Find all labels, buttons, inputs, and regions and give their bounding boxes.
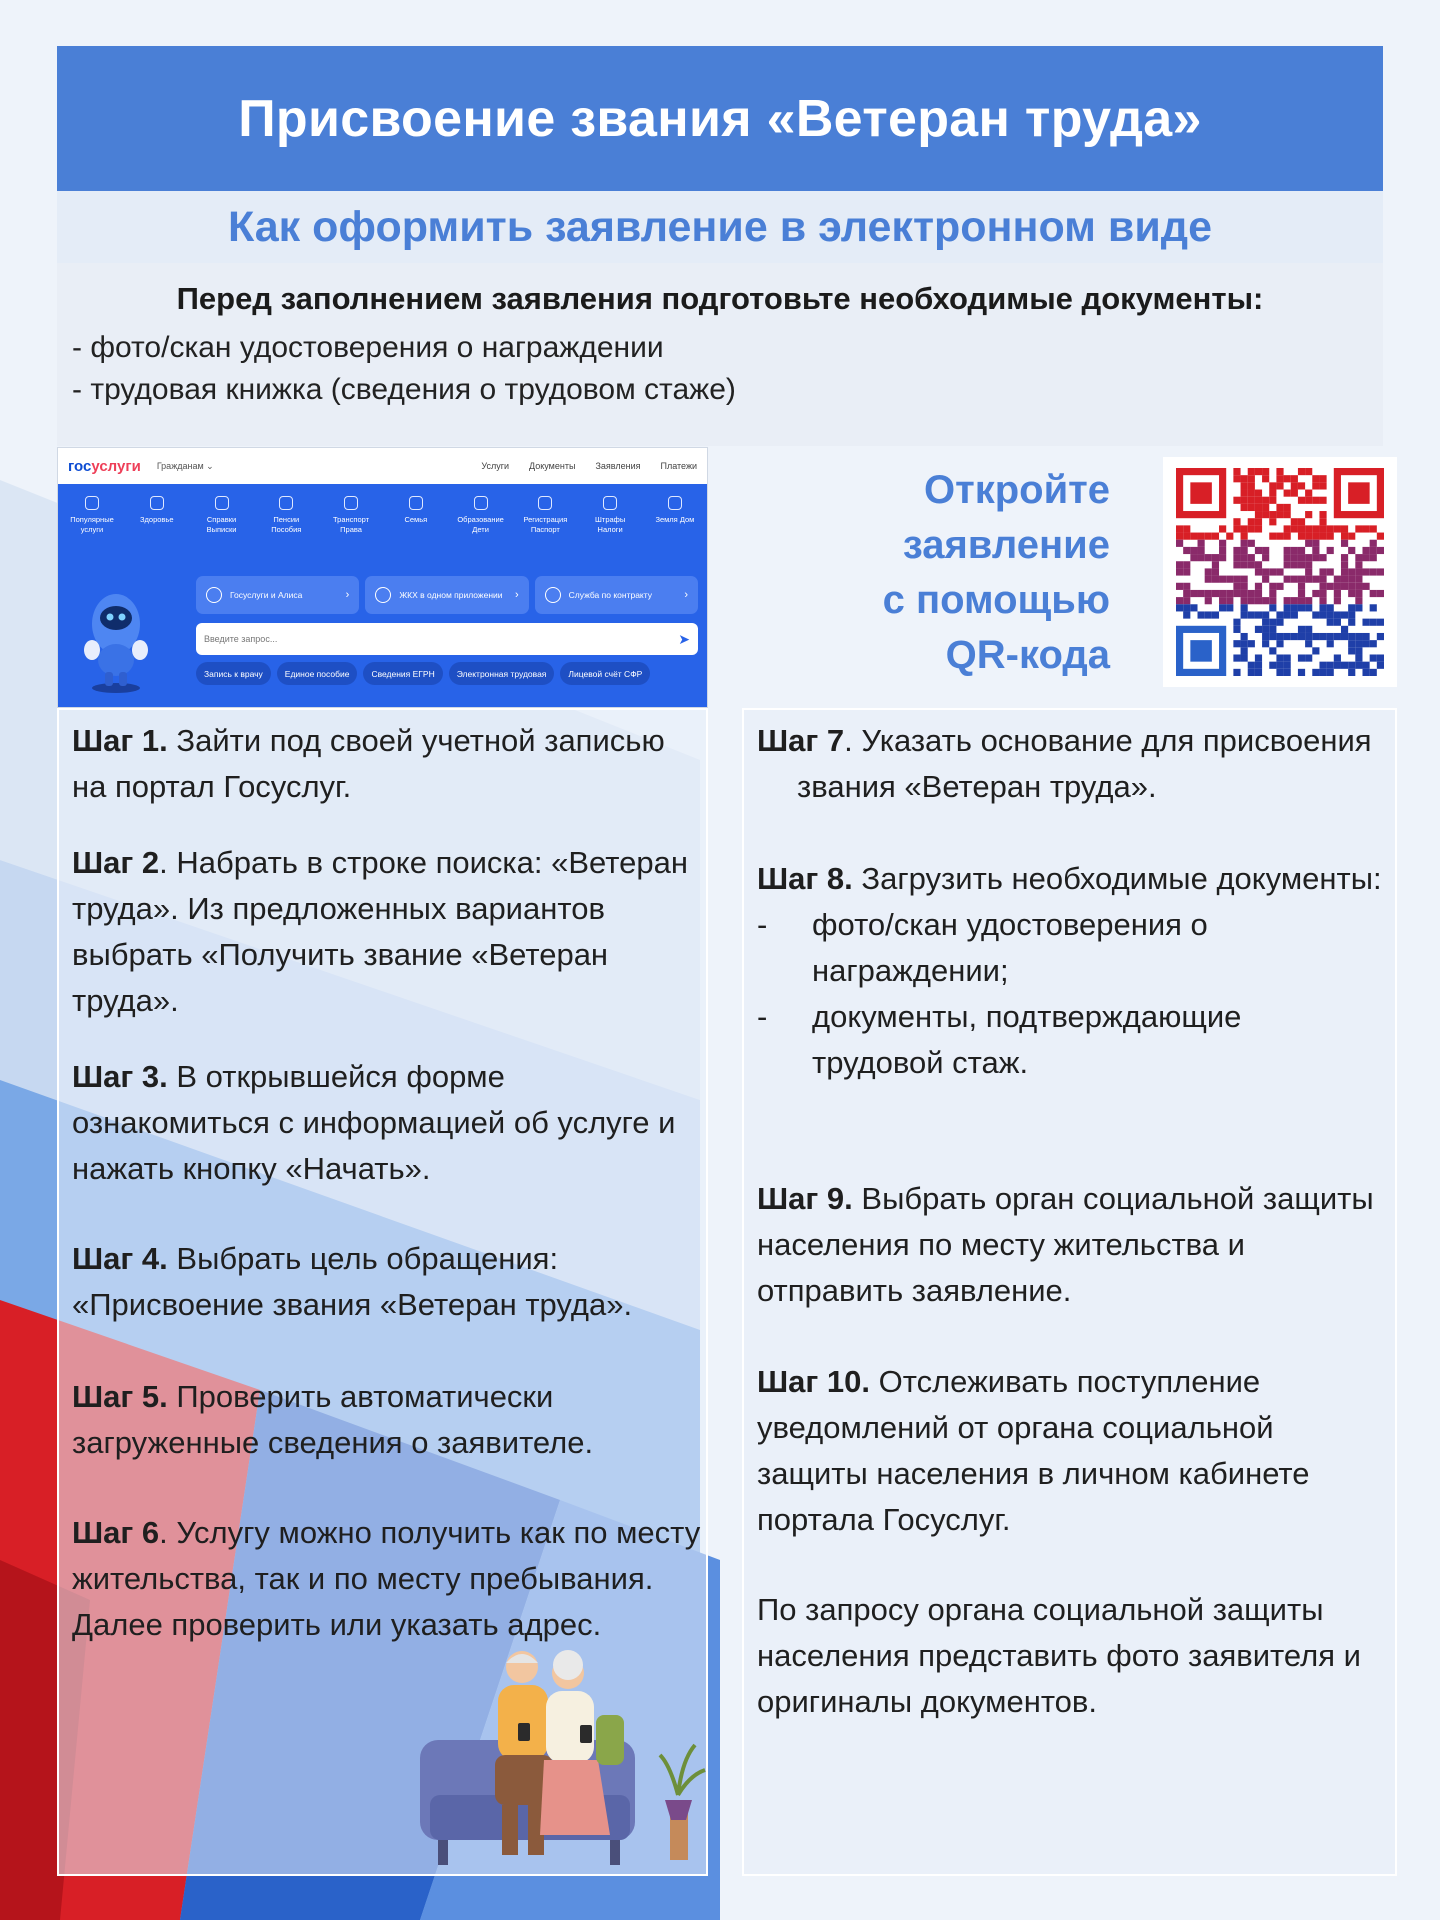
- send-icon[interactable]: ➤: [678, 630, 690, 647]
- preparation-title: Перед заполнением заявления подготовьте необходимые документы:: [176, 281, 1264, 316]
- scales-icon: [603, 496, 617, 510]
- preparation-item: - трудовая книжка (сведения о трудовом стаже): [72, 373, 736, 406]
- folder-icon: [215, 496, 229, 510]
- qr-caption: [850, 463, 1110, 683]
- qr-caption-line: с помощью: [882, 578, 1110, 622]
- portal-header: [58, 448, 707, 484]
- chevron-right-icon: ›: [684, 589, 688, 601]
- heart-icon: [85, 496, 99, 510]
- portal-nav-payments[interactable]: Платежи: [660, 461, 697, 471]
- phone-icon: [375, 587, 391, 603]
- step-4: Шаг 4. Выбрать цель обращения: «Присвоение звания «Ветеран труда».: [72, 1241, 633, 1322]
- portal-quick-chips: [196, 662, 698, 685]
- portal-categories: [62, 496, 705, 535]
- promo-zhkh[interactable]: ЖКХ в одном приложении ›: [365, 576, 528, 614]
- promo-contract[interactable]: Служба по контракту ›: [535, 576, 698, 614]
- step-8-bullet: - фото/скан удостоверения о награждении;: [757, 907, 1208, 988]
- chip-sfr-account[interactable]: Лицевой счёт СФР: [560, 662, 650, 685]
- portal-search-input[interactable]: [196, 623, 698, 655]
- portal-category[interactable]: Транспорт Права: [321, 496, 381, 535]
- step-3: Шаг 3. В открывшейся форме ознакомиться с информацией об услуге и нажать кнопку «Начать».: [72, 1059, 676, 1186]
- step-2: Шаг 2. Набрать в строке поиска: «Ветеран труда». Из предложенных вариантов выбрать «Получить звание «Ветеран труда».: [72, 845, 688, 1018]
- subtitle-banner: [57, 191, 1383, 263]
- wallet-icon: [279, 496, 293, 510]
- stroller-icon: [409, 496, 423, 510]
- alice-icon: [206, 587, 222, 603]
- step-1: Шаг 1. Зайти под своей учетной записью на портал Госуслуг.: [72, 723, 665, 804]
- preparation-item: - фото/скан удостоверения о награждении: [72, 331, 664, 364]
- portal-nav: [481, 461, 697, 471]
- promo-alice[interactable]: Госуслуги и Алиса ›: [196, 576, 359, 614]
- qr-code-icon: [1176, 468, 1384, 676]
- title-banner: [57, 46, 1383, 191]
- qr-caption-line: Откройте: [923, 468, 1110, 512]
- step-8-bullet: - документы, подтверждающие трудовой стаж.: [757, 999, 1242, 1080]
- portal-hero: [58, 484, 708, 708]
- portal-category[interactable]: Земля Дом: [645, 496, 705, 535]
- portal-category[interactable]: Штрафы Налоги: [580, 496, 640, 535]
- portal-category[interactable]: Популярные услуги: [62, 496, 122, 535]
- chip-allowance[interactable]: Единое пособие: [277, 662, 358, 685]
- chip-labor-book[interactable]: Электронная трудовая: [449, 662, 555, 685]
- portal-screenshot: [57, 447, 708, 708]
- portal-category[interactable]: Регистрация Паспорт: [515, 496, 575, 535]
- search-placeholder: Введите запрос...: [204, 634, 278, 644]
- house-icon: [668, 496, 682, 510]
- portal-category[interactable]: Справки Выписки: [192, 496, 252, 535]
- portal-nav-services[interactable]: Услуги: [481, 461, 510, 471]
- portal-category[interactable]: Семья: [386, 496, 446, 535]
- portal-category[interactable]: Здоровье: [127, 496, 187, 535]
- portal-category[interactable]: Пенсии Пособия: [256, 496, 316, 535]
- elderly-couple-illustration: [420, 1645, 710, 1870]
- qr-caption-line: QR-кода: [945, 633, 1110, 677]
- step-7: Шаг 7. Указать основание для присвоения звания «Ветеран труда».: [757, 723, 1372, 804]
- step-6: Шаг 6. Услугу можно получить как по месту жительства, так и по месту пребывания. Далее проверить или указать адрес.: [72, 1515, 701, 1642]
- step-10: Шаг 10. Отслеживать поступление уведомлений от органа социальной защиты населения в личном кабинете портала Госуслуг.: [757, 1364, 1310, 1537]
- portal-promo-pills: [196, 576, 698, 614]
- flag-icon: [545, 587, 561, 603]
- passport-icon: [538, 496, 552, 510]
- preparation-box: [57, 263, 1383, 446]
- step-5: Шаг 5. Проверить автоматически загруженные сведения о заявителе.: [72, 1379, 594, 1460]
- final-note: По запросу органа социальной защиты населения представить фото заявителя и оригиналы документов.: [757, 1592, 1361, 1719]
- step-8: Шаг 8. Загрузить необходимые документы: - фото/скан удостоверения о награждении; - документы, подтверждающие трудовой стаж.: [757, 856, 1382, 1086]
- qr-caption-line: заявление: [902, 523, 1110, 567]
- portal-user-menu[interactable]: Гражданам ⌄: [156, 460, 214, 471]
- portal-logo[interactable]: госуслуги: [68, 457, 141, 475]
- step-9: Шаг 9. Выбрать орган социальной защиты населения по месту жительства и отправить заявление.: [757, 1181, 1374, 1308]
- book-icon: [474, 496, 488, 510]
- chip-doctor[interactable]: Запись к врачу: [196, 662, 271, 685]
- mascot-robot-icon: [80, 584, 152, 694]
- qr-code[interactable]: [1163, 457, 1397, 687]
- chip-egrn[interactable]: Сведения ЕГРН: [363, 662, 442, 685]
- page-subtitle: Как оформить заявление в электронном виде: [227, 202, 1213, 251]
- chevron-right-icon: ›: [345, 589, 350, 601]
- portal-nav-documents[interactable]: Документы: [529, 461, 576, 471]
- cross-icon: [150, 496, 164, 510]
- portal-category[interactable]: Образование Дети: [451, 496, 511, 535]
- portal-nav-applications[interactable]: Заявления: [595, 461, 641, 471]
- page-title: Присвоение звания «Ветеран труда»: [238, 89, 1202, 148]
- chevron-right-icon: ›: [514, 589, 519, 601]
- car-icon: [344, 496, 358, 510]
